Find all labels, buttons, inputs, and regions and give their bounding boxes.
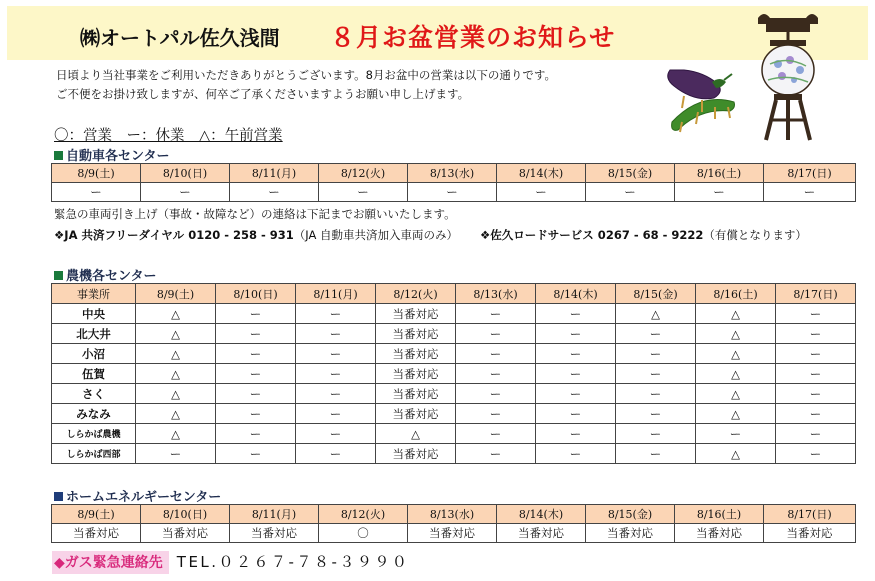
date-header-row	[52, 505, 856, 524]
status-cell: ー	[536, 384, 616, 404]
date-cell: 8/17(日)	[764, 164, 856, 183]
section-heading-home-energy	[54, 486, 221, 505]
section-square-icon	[54, 151, 63, 160]
company-name: ㈱オートパル佐久浅間	[80, 26, 280, 50]
status-cell: △	[136, 424, 216, 444]
table-row	[52, 364, 856, 384]
status-cell: ー	[616, 364, 696, 384]
emergency-contacts	[54, 227, 807, 243]
date-cell: 8/13(水)	[408, 164, 497, 183]
home-energy-table	[51, 504, 856, 543]
status-cell: ー	[776, 344, 856, 364]
status-cell: ー	[296, 304, 376, 324]
intro-line-2: ご不便をお掛け致しますが、何卒ご了承くださいますようお願い申し上げます。	[56, 87, 470, 101]
status-cell: 当番対応	[376, 404, 456, 424]
table-row	[52, 304, 856, 324]
date-cell: 8/17(日)	[776, 284, 856, 304]
date-cell: 8/16(土)	[675, 505, 764, 524]
office-name: 小沼	[52, 344, 136, 364]
status-cell: ー	[536, 444, 616, 464]
lantern-icon	[758, 14, 818, 140]
section-heading-farm	[54, 265, 156, 284]
date-cell: 8/12(火)	[319, 505, 408, 524]
status-cell: ー	[776, 384, 856, 404]
status-cell: ー	[216, 444, 296, 464]
farm-center-table	[51, 283, 856, 464]
status-cell: ー	[319, 183, 408, 202]
date-cell: 8/14(木)	[497, 164, 586, 183]
status-cell: 当番対応	[376, 344, 456, 364]
date-cell: 8/9(土)	[136, 284, 216, 304]
section-square-icon	[54, 492, 63, 501]
date-header-row	[52, 164, 856, 183]
status-cell: ー	[776, 444, 856, 464]
status-cell: ー	[230, 183, 319, 202]
status-legend: 〇：営業 ー：休業 △：午前営業	[54, 128, 283, 144]
status-cell: 当番対応	[376, 444, 456, 464]
date-cell: 8/12(火)	[376, 284, 456, 304]
status-cell: ー	[536, 364, 616, 384]
status-cell: ー	[216, 384, 296, 404]
status-cell: ー	[497, 183, 586, 202]
saku-contact-note: （有償となります）	[703, 228, 807, 242]
status-cell: ー	[696, 424, 776, 444]
status-cell: 当番対応	[408, 524, 497, 543]
status-cell: ー	[616, 444, 696, 464]
status-cell: ー	[586, 183, 675, 202]
section-title-auto: 自動車各センター	[66, 149, 170, 164]
status-cell: △	[696, 324, 776, 344]
status-cell: ー	[536, 344, 616, 364]
status-cell: 当番対応	[376, 304, 456, 324]
date-cell: 8/17(日)	[764, 505, 856, 524]
status-cell: ー	[616, 424, 696, 444]
date-cell: 8/16(土)	[696, 284, 776, 304]
status-cell: ー	[776, 304, 856, 324]
section-title-home-energy: ホームエネルギーセンター	[66, 490, 222, 505]
status-cell: ー	[296, 444, 376, 464]
office-header: 事業所	[52, 284, 136, 304]
status-cell: 当番対応	[764, 524, 856, 543]
status-cell: ー	[296, 364, 376, 384]
status-row	[52, 524, 856, 543]
status-cell: ー	[456, 404, 536, 424]
date-cell: 8/13(水)	[408, 505, 497, 524]
date-cell: 8/10(日)	[141, 505, 230, 524]
cucumber-icon	[672, 100, 735, 133]
date-cell: 8/9(土)	[52, 164, 141, 183]
status-cell: 当番対応	[376, 324, 456, 344]
table-row	[52, 384, 856, 404]
status-cell: ー	[616, 324, 696, 344]
status-cell: △	[136, 344, 216, 364]
table-row	[52, 404, 856, 424]
table-row	[52, 324, 856, 344]
status-cell: △	[136, 384, 216, 404]
status-cell: 当番対応	[141, 524, 230, 543]
office-name: しらかば農機	[52, 424, 136, 444]
section-heading-auto	[54, 145, 169, 164]
office-name: みなみ	[52, 404, 136, 424]
status-cell: ー	[216, 364, 296, 384]
table-row	[52, 344, 856, 364]
status-cell: 当番対応	[376, 384, 456, 404]
status-cell: ー	[536, 304, 616, 324]
status-cell: ー	[456, 344, 536, 364]
date-cell: 8/11(月)	[296, 284, 376, 304]
status-cell: ー	[296, 424, 376, 444]
status-row	[52, 183, 856, 202]
status-cell: ー	[216, 404, 296, 424]
gas-emergency-tel: TEL.０２６７-７８-３９９０	[176, 553, 410, 571]
status-cell: ー	[776, 424, 856, 444]
status-cell: ー	[216, 344, 296, 364]
date-cell: 8/9(土)	[52, 505, 141, 524]
status-cell: ー	[456, 384, 536, 404]
status-cell: 当番対応	[586, 524, 675, 543]
status-cell: ー	[456, 424, 536, 444]
section-square-icon	[54, 271, 63, 280]
date-header-row	[52, 284, 856, 304]
office-name: しらかば西部	[52, 444, 136, 464]
status-cell: △	[616, 304, 696, 324]
status-cell: ー	[456, 364, 536, 384]
status-cell: △	[696, 304, 776, 324]
status-cell: ー	[776, 324, 856, 344]
status-cell: △	[136, 304, 216, 324]
office-name: 中央	[52, 304, 136, 324]
status-cell: 当番対応	[675, 524, 764, 543]
bon-lantern-illustration	[748, 8, 828, 144]
date-cell: 8/15(金)	[616, 284, 696, 304]
status-cell: △	[136, 364, 216, 384]
status-cell: 当番対応	[376, 364, 456, 384]
date-cell: 8/13(水)	[456, 284, 536, 304]
status-cell: △	[696, 404, 776, 424]
status-cell: ー	[216, 424, 296, 444]
status-cell: ー	[776, 404, 856, 424]
status-cell: ー	[136, 444, 216, 464]
gas-emergency-contact	[52, 551, 409, 573]
status-cell: ー	[616, 344, 696, 364]
status-cell: ー	[456, 444, 536, 464]
date-cell: 8/15(金)	[586, 505, 675, 524]
ja-contact-note: （JA 自動車共済加入車両のみ）	[293, 228, 458, 242]
status-cell: ー	[675, 183, 764, 202]
status-cell: ー	[536, 424, 616, 444]
gas-emergency-label: ◆ガス緊急連絡先	[52, 551, 169, 574]
status-cell: ー	[456, 324, 536, 344]
office-name: 北大井	[52, 324, 136, 344]
status-cell: 当番対応	[52, 524, 141, 543]
date-cell: 8/15(金)	[586, 164, 675, 183]
status-cell: △	[136, 324, 216, 344]
office-name: さく	[52, 384, 136, 404]
intro-line-1: 日頃より当社事業をご利用いただきありがとうございます。8月お盆中の営業は以下の通りです。	[56, 68, 556, 82]
status-cell: ー	[296, 384, 376, 404]
date-cell: 8/11(月)	[230, 164, 319, 183]
status-cell: ー	[536, 404, 616, 424]
status-cell: △	[696, 364, 776, 384]
status-cell: ー	[536, 324, 616, 344]
table-row	[52, 424, 856, 444]
status-cell: ー	[616, 404, 696, 424]
status-cell: 〇	[319, 524, 408, 543]
date-cell: 8/12(火)	[319, 164, 408, 183]
status-cell: ー	[296, 324, 376, 344]
status-cell: ー	[141, 183, 230, 202]
eggplant-cucumber-illustration	[660, 62, 740, 140]
page-title: ８月お盆営業のお知らせ	[330, 23, 616, 52]
status-cell: △	[696, 384, 776, 404]
status-cell: ー	[216, 324, 296, 344]
status-cell: ー	[216, 304, 296, 324]
status-cell: ー	[408, 183, 497, 202]
status-cell: ー	[456, 304, 536, 324]
status-cell: △	[376, 424, 456, 444]
emergency-note: 緊急の車両引き上げ（事故・故障など）の連絡は下記までお願いいたします。	[54, 207, 456, 221]
office-name: 伍賀	[52, 364, 136, 384]
status-cell: △	[136, 404, 216, 424]
saku-contact: ❖佐久ロードサービス 0267 - 68 - 9222	[480, 228, 704, 242]
status-cell: △	[696, 344, 776, 364]
status-cell: ー	[296, 344, 376, 364]
status-cell: ー	[616, 384, 696, 404]
date-cell: 8/16(土)	[675, 164, 764, 183]
auto-center-table	[51, 163, 856, 202]
status-cell: ー	[776, 364, 856, 384]
status-cell: ー	[52, 183, 141, 202]
section-title-farm: 農機各センター	[66, 269, 157, 284]
date-cell: 8/10(日)	[141, 164, 230, 183]
status-cell: 当番対応	[497, 524, 586, 543]
date-cell: 8/10(日)	[216, 284, 296, 304]
status-cell: ー	[296, 404, 376, 424]
date-cell: 8/14(木)	[536, 284, 616, 304]
date-cell: 8/14(木)	[497, 505, 586, 524]
table-row	[52, 444, 856, 464]
status-cell: ー	[764, 183, 856, 202]
ja-contact: ❖JA 共済フリーダイヤル 0120 - 258 - 931	[54, 228, 294, 242]
date-cell: 8/11(月)	[230, 505, 319, 524]
status-cell: 当番対応	[230, 524, 319, 543]
status-cell: △	[696, 444, 776, 464]
